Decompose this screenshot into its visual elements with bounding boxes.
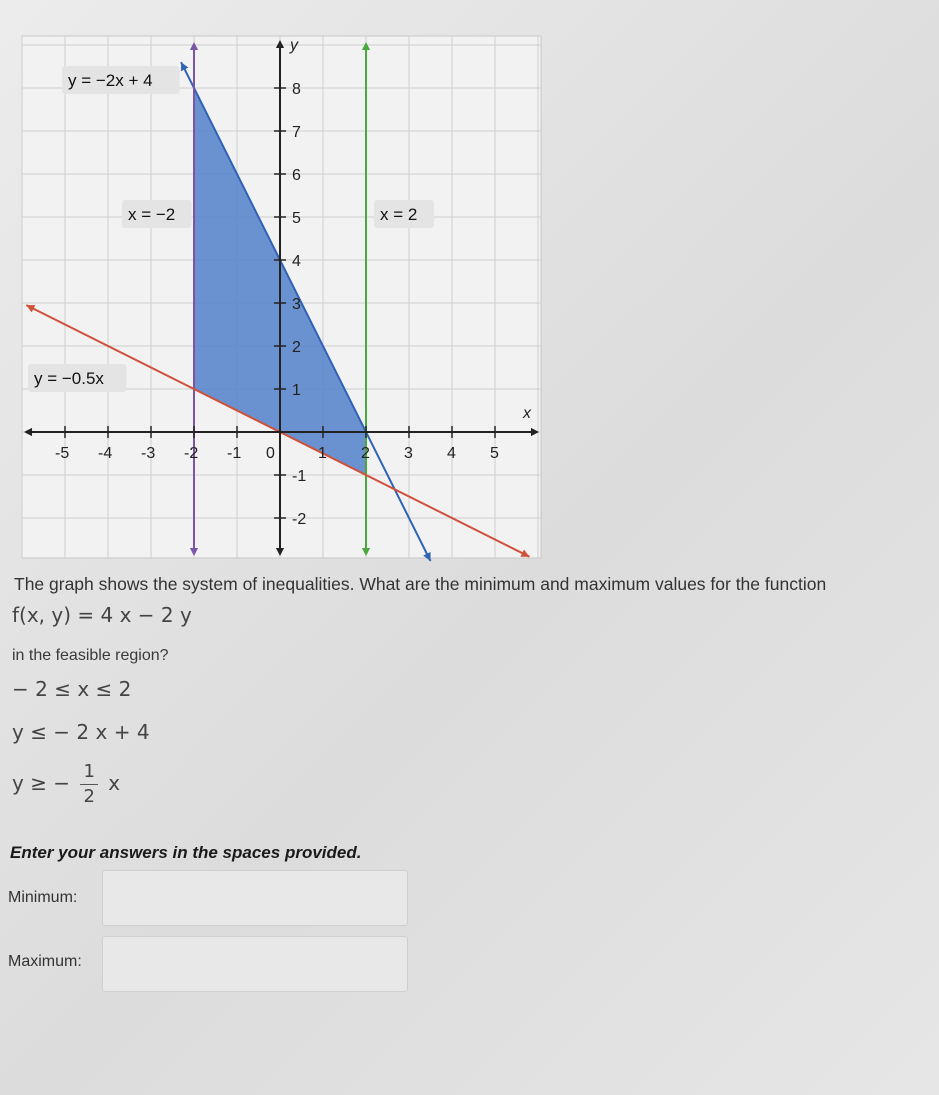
line-label: x = 2 bbox=[380, 205, 418, 224]
y-tick-label: 2 bbox=[292, 339, 301, 356]
x-tick-label: -1 bbox=[227, 445, 242, 462]
x-tick-label: 3 bbox=[404, 445, 413, 462]
x-axis-label: x bbox=[523, 405, 531, 422]
coordinate-graph bbox=[0, 0, 560, 570]
question-text: The graph shows the system of inequalities. What are the minimum and maximum values for the function bbox=[14, 574, 827, 594]
y-tick-label: 4 bbox=[292, 253, 301, 270]
minimum-label: Minimum: bbox=[8, 889, 78, 906]
x-tick-label: 1 bbox=[318, 445, 327, 462]
y-tick-label: 5 bbox=[292, 210, 301, 227]
y-tick-label: 1 bbox=[292, 382, 301, 399]
y-tick-label: 7 bbox=[292, 124, 301, 141]
inequality-lhs: y ≥ − bbox=[12, 771, 71, 795]
y-tick-label: -1 bbox=[292, 468, 307, 485]
x-tick-label: -3 bbox=[141, 445, 156, 462]
x-tick-label: 4 bbox=[447, 445, 456, 462]
maximum-input[interactable] bbox=[102, 936, 408, 992]
y-tick-label: -2 bbox=[292, 511, 307, 528]
inequality-variable: x bbox=[108, 771, 121, 795]
function-expression: f(x, y) = 4 x − 2 y bbox=[12, 603, 192, 627]
x-tick-label: -2 bbox=[184, 445, 199, 462]
fraction bbox=[80, 760, 97, 809]
fraction-numerator: 1 bbox=[80, 760, 97, 785]
x-tick-label: 2 bbox=[361, 445, 370, 462]
fraction-denominator: 2 bbox=[83, 786, 95, 807]
x-tick-label: 0 bbox=[266, 445, 275, 462]
line-label: x = −2 bbox=[128, 205, 176, 224]
y-tick-label: 6 bbox=[292, 167, 301, 184]
x-tick-label: 5 bbox=[490, 445, 499, 462]
y-tick-label: 3 bbox=[292, 296, 301, 313]
x-tick-label: -4 bbox=[98, 445, 113, 462]
y-tick-label: 8 bbox=[292, 81, 301, 98]
line-label: y = −2x + 4 bbox=[68, 71, 153, 90]
inequality-x-bounds: − 2 ≤ x ≤ 2 bbox=[12, 677, 132, 701]
minimum-input[interactable] bbox=[102, 870, 408, 926]
instructions: Enter your answers in the spaces provided. bbox=[10, 843, 362, 862]
maximum-label: Maximum: bbox=[8, 953, 82, 970]
x-tick-label: -5 bbox=[55, 445, 70, 462]
inequality-lower-line bbox=[12, 760, 120, 822]
line-label: y = −0.5x bbox=[34, 369, 104, 388]
y-axis-label: y bbox=[290, 37, 298, 54]
inequality-upper-line: y ≤ − 2 x + 4 bbox=[12, 720, 150, 744]
question-suffix: in the feasible region? bbox=[12, 647, 169, 664]
